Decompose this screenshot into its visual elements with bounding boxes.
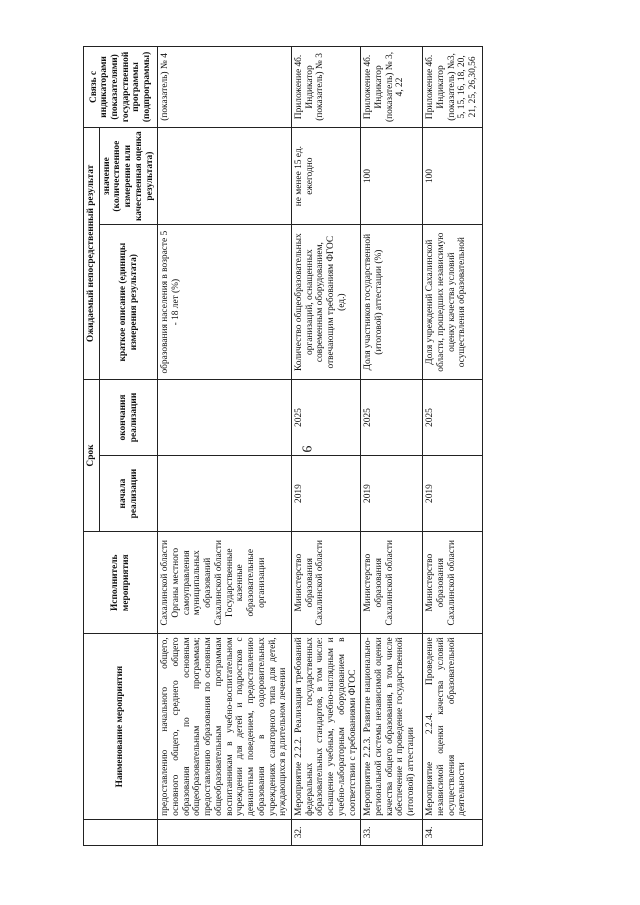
measure-name: Мероприятие 2.2.2. Реализация требований федеральных государственных образовательных стандартов, в том числе: оснащение учебным, учебно-наглядным и учебно-лабораторным оборудованием в соответствии с требованиями ФГОС bbox=[291, 634, 360, 819]
measures-table bbox=[83, 46, 483, 846]
measure-executor: Министерство образования Сахалинской области bbox=[291, 532, 360, 634]
measure-executor: Сахалинской области Органы местного самоуправления муниципальных образований Сахалинской области Государственные казенные образовательные организации bbox=[158, 532, 292, 634]
row-number: 33. bbox=[361, 819, 423, 845]
result-value: 100 bbox=[361, 127, 423, 224]
result-description: образования населения в возрасте 5 - 18 лет (%) bbox=[158, 225, 292, 380]
term-start: 2019 bbox=[361, 456, 423, 532]
table-row bbox=[158, 47, 292, 846]
header-link-indicators: Связь с индикаторами (показателями) государственной программы (подпрограммы) bbox=[84, 47, 158, 128]
result-value bbox=[158, 127, 292, 224]
result-description: Доля учреждений Сахалинской области, прошедших независимую оценку качества условий осуществления образовательной bbox=[423, 225, 483, 380]
indicator-link: Приложение 4б. Индикатор (показатель) № 3 bbox=[291, 47, 360, 128]
measure-name: Мероприятие 2.2.4. Проведение независимой оценки качества условий осуществления образовательной деятельности bbox=[423, 634, 483, 819]
header-num-cell bbox=[84, 819, 158, 845]
header-executor: Исполнитель мероприятия bbox=[84, 532, 158, 634]
indicator-link: Приложение 4б. Индикатор (показатель) №3, 5, 15, 16, 18, 20, 21, 25, 26,30,56 bbox=[423, 47, 483, 128]
rotated-table-container bbox=[83, 46, 627, 846]
header-name: Наименование мероприятия bbox=[84, 634, 158, 819]
header-term-start: начала реализации bbox=[99, 456, 158, 532]
measure-executor: Министерство образования Сахалинской области bbox=[423, 532, 483, 634]
row-number: 34. bbox=[423, 819, 483, 845]
page-number: 9 bbox=[298, 445, 314, 453]
header-term: Срок bbox=[84, 379, 100, 531]
result-value: 100 bbox=[423, 127, 483, 224]
term-start: 2019 bbox=[423, 456, 483, 532]
header-expected-result: Ожидаемый непосредственный результат bbox=[84, 127, 100, 379]
term-end: 2025 bbox=[361, 379, 423, 455]
term-end: 2025 bbox=[423, 379, 483, 455]
header-short-description: краткое описание (единицы измерения результата) bbox=[99, 225, 158, 380]
result-description: Доля участников государственной (итоговой) аттестации (%) bbox=[361, 225, 423, 380]
indicator-link: Приложение 4б. Индикатор (показатель) № 3, 4, 22 bbox=[361, 47, 423, 128]
term-end: 2025 bbox=[291, 379, 360, 455]
table-row bbox=[361, 47, 423, 846]
header-term-end: окончания реализации bbox=[99, 379, 158, 455]
term-start: 2019 bbox=[291, 456, 360, 532]
row-number bbox=[158, 819, 292, 845]
result-value: не менее 15 ед. ежегодно bbox=[291, 127, 360, 224]
term-start bbox=[158, 456, 292, 532]
header-value: значение (количественное измерение или качественная оценка результата) bbox=[99, 127, 158, 224]
measure-name: Мероприятие 2.2.3. Развитие национально-региональной системы независимой оценки качества общего образования, в том числе обеспечение и проведение государственной (итоговой) аттестации bbox=[361, 634, 423, 819]
indicator-link: (показатель) № 4 bbox=[158, 47, 292, 128]
row-number: 32. bbox=[291, 819, 360, 845]
measure-executor: Министерство образования Сахалинской области bbox=[361, 532, 423, 634]
term-end bbox=[158, 379, 292, 455]
table-row bbox=[291, 47, 360, 846]
result-description: Количество общеобразовательных организаций, оснащенных современным оборудованием, отвечающим требованиям ФГОС (ед.) bbox=[291, 225, 360, 380]
table-row bbox=[423, 47, 483, 846]
measure-name: предоставлению начального общего, основного общего, среднего общего образования по основным общеобразовательным программам; предоставлению образования по основным общеобразовательным программам воспитанникам в учебно-воспитательном учреждении для детей и подростков с девиантным поведением, предоставлению образования в оздоровительных учреждениях санаторного типа для детей, нуждающихся в длительном лечении bbox=[158, 634, 292, 819]
